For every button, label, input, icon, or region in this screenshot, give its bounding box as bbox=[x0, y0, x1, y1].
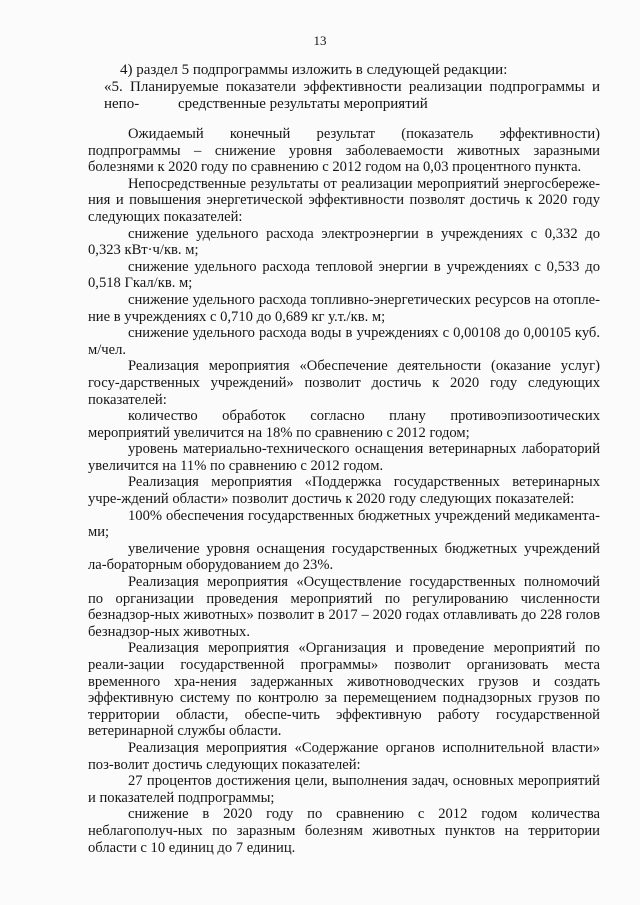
paragraph-lab-equipment: уровень материально-технического оснащения ветеринарных лабораторий увеличится на 11% по сравнению с 2012 годом. bbox=[88, 441, 600, 474]
amendment-intro: 4) раздел 5 подпрограммы изложить в следующей редакции: bbox=[120, 62, 508, 78]
paragraph-electricity: снижение удельного расхода электроэнергии в учреждениях с 0,332 до 0,323 кВт·ч/кв. м; bbox=[88, 225, 600, 259]
paragraph-institutions-intro: Реализация мероприятия «Обеспечение деятельности (оказание услуг) госу-дарственных учреждений» позволит достичь к 2020 году следующих показателей: bbox=[88, 358, 600, 408]
paragraph-expected-result: Ожидаемый конечный результат (показатель эффективности) подпрограммы – снижение уровня заболеваемости животных заразными болезнями к 2020 году по сравнению с 2012 годом на 0,03 процентного пункта. bbox=[88, 126, 600, 176]
paragraph-heat: снижение удельного расхода тепловой энергии в учреждениях с 0,533 до 0,518 Гкал/кв. м; bbox=[88, 258, 600, 292]
section-title-line2: средственные результаты мероприятий bbox=[178, 96, 428, 112]
paragraph-treatments: количество обработок согласно плану противоэпизоотических мероприятий увеличится на 18% по сравнению с 2012 годом; bbox=[88, 408, 600, 441]
page-number: 13 bbox=[313, 33, 327, 48]
paragraph-executive-intro: Реализация мероприятия «Содержание органов исполнительной власти» поз-волит достичь следующих показателей: bbox=[88, 739, 600, 773]
section-title-line1: «5. Планируемые показатели эффективности реализации подпрограммы и непо- bbox=[104, 79, 600, 112]
paragraph-vet-support-intro: Реализация мероприятия «Поддержка государственных ветеринарных учре-ждений области» позволит достичь к 2020 году следующих показателей: bbox=[88, 474, 600, 508]
paragraph-goal-achievement: 27 процентов достижения цели, выполнения задач, основных мероприятий и показателей подпрограммы; bbox=[88, 773, 600, 806]
paragraph-fuel: снижение удельного расхода топливно-энергетических ресурсов на отопле-ние в учреждениях с 0,710 до 0,689 кг у.т./кв. м; bbox=[88, 291, 600, 325]
paragraph-lab-oscillation: увеличение уровня оснащения государственных бюджетных учреждений ла-бораторным оборудованием до 23%. bbox=[88, 540, 600, 574]
paragraph-program-organization: Реализация мероприятия «Организация и проведение мероприятий по реали-зации государственной программы» позволит организовать места временного хра-нения задержанных животноводческих грузов и создать эффективную систему по контролю за перемещением поднадзорных грузов по территории области, обеспе-чить эффективную работу государственной ветеринарной службы области. bbox=[88, 640, 600, 740]
paragraph-disease-points: снижение в 2020 году по сравнению с 2012 годом количества неблагополуч-ных по заразным болезням животных пунктов на территории области с 10 единиц до 7 единиц. bbox=[88, 806, 600, 856]
paragraph-stray-animals: Реализация мероприятия «Осуществление государственных полномочий по организации проведения мероприятий по регулированию численности безнадзор-ных животных» позволит в 2017 – 2020 годах отлавливать до 228 голов безнадзор-ных животных. bbox=[88, 574, 600, 640]
document-body bbox=[88, 126, 600, 856]
paragraph-water: снижение удельного расхода воды в учреждениях с 0,00108 до 0,00105 куб. м/чел. bbox=[88, 325, 600, 358]
paragraph-medicines: 100% обеспечения государственных бюджетных учреждений медикамента-ми; bbox=[88, 507, 600, 541]
paragraph-energy-intro: Непосредственные результаты от реализации мероприятий энергосбереже-ния и повышения энергетической эффективности позволят достичь к 2020 году следующих показателей: bbox=[88, 175, 600, 225]
